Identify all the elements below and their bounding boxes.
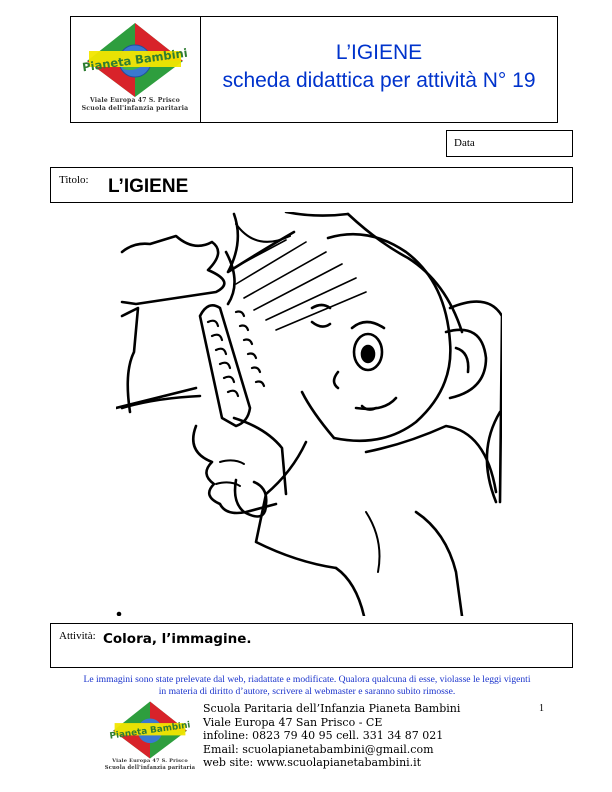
coloring-illustration <box>116 212 502 616</box>
activity-field <box>50 623 573 668</box>
activity-value: Colora, l’immagine. <box>103 631 252 647</box>
footer-logo-icon <box>102 700 198 760</box>
header-box <box>70 16 558 123</box>
copyright-disclaimer <box>30 674 584 698</box>
logo-wordmark: Pianeta Bambini <box>81 45 189 75</box>
footer-email[interactable]: Email: scuolapianetabambini@gmail.com <box>203 742 434 756</box>
disclaimer-line1: Le immagini sono state prelevate dal web, riadattate e modificate. Qualora qualcuna di esse, violasse le leggi vigenti <box>83 674 531 685</box>
logo-caption-address: Viale Europa 47 S. Prisco <box>90 97 180 104</box>
footer-logo <box>102 700 198 772</box>
page-number: 1 <box>539 703 544 714</box>
footer-logo-caption-school: Scuola dell'infanzia paritaria <box>104 765 196 771</box>
school-logo <box>81 21 189 99</box>
footer-school-name: Scuola Paritaria dell’Infanzia Pianeta Bambini <box>203 702 461 715</box>
title-value: L’IGIENE <box>108 176 189 197</box>
disclaimer-line2: in materia di diritto d’autore, scrivere al webmaster e saranno subito rimosse. <box>158 686 456 697</box>
logo-caption-school: Scuola dell'infanzia paritaria <box>81 105 189 112</box>
activity-label: Attività: <box>59 630 96 642</box>
footer-logo-caption-address: Viale Europa 47 S. Prisco <box>112 758 188 764</box>
title-field <box>50 167 573 203</box>
page-title <box>201 39 557 95</box>
date-label: Data <box>454 137 475 149</box>
footer-logo-wordmark: Pianeta Bambini <box>108 720 192 742</box>
footer-phones: infoline: 0823 79 40 95 cell. 331 34 87 021 <box>203 729 444 742</box>
footer-address: Viale Europa 47 San Prisco - CE <box>203 715 383 729</box>
footer-contact <box>203 702 460 770</box>
date-field[interactable] <box>446 130 573 157</box>
footer-website[interactable]: web site: www.scuolapianetabambini.it <box>203 756 422 769</box>
page-title-line1: L’IGIENE <box>335 41 423 64</box>
page-title-line2: scheda didattica per attività N° 19 <box>222 69 536 92</box>
logo-cell <box>71 17 200 122</box>
title-label: Titolo: <box>59 174 89 186</box>
